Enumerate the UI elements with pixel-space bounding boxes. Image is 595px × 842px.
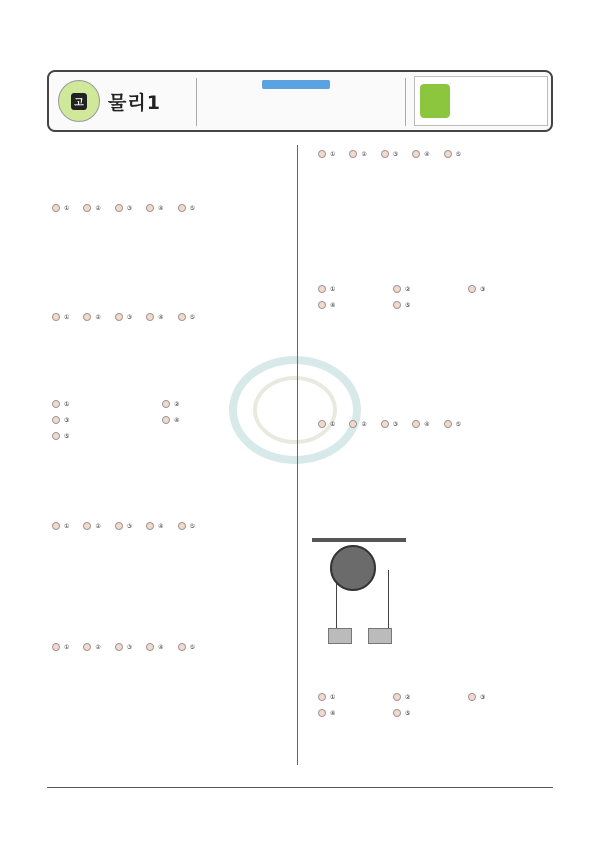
option-marker-icon	[115, 204, 123, 212]
option-4[interactable]: ④	[146, 204, 163, 212]
option-marker-icon	[444, 150, 452, 158]
answer-options	[52, 643, 209, 651]
answer-options	[318, 420, 475, 428]
option-1[interactable]: ①	[52, 400, 148, 408]
option-4[interactable]: ④	[146, 522, 163, 530]
mass-block-b	[368, 628, 392, 644]
option-marker-icon	[146, 313, 154, 321]
option-2[interactable]: ②	[349, 150, 366, 158]
answer-options	[52, 204, 287, 212]
option-marker-icon	[318, 709, 326, 717]
option-2[interactable]: ②	[162, 400, 258, 408]
option-1[interactable]: ①	[52, 522, 69, 530]
option-2[interactable]: ②	[83, 643, 100, 651]
option-marker-icon	[444, 420, 452, 428]
grade-label: 고	[71, 93, 87, 110]
option-marker-icon	[52, 643, 60, 651]
option-4[interactable]: ④	[146, 313, 163, 321]
publisher-logo-icon	[420, 84, 450, 118]
option-marker-icon	[83, 643, 91, 651]
option-3[interactable]: ③	[468, 285, 529, 293]
option-4[interactable]: ④	[162, 416, 258, 424]
answer-options	[52, 313, 209, 321]
option-marker-icon	[393, 693, 401, 701]
option-marker-icon	[393, 285, 401, 293]
column-divider	[297, 145, 298, 765]
unit-tag	[262, 80, 330, 89]
option-3[interactable]: ③	[115, 643, 132, 651]
option-5[interactable]: ⑤	[444, 420, 461, 428]
option-marker-icon	[146, 643, 154, 651]
pulley-ceiling	[312, 538, 406, 542]
option-1[interactable]: ①	[318, 420, 335, 428]
grade-badge	[58, 80, 100, 122]
option-marker-icon	[52, 432, 60, 440]
option-marker-icon	[412, 420, 420, 428]
option-1[interactable]: ①	[52, 643, 69, 651]
option-3[interactable]: ③	[381, 420, 398, 428]
option-3[interactable]: ③	[115, 522, 132, 530]
option-marker-icon	[115, 643, 123, 651]
option-marker-icon	[52, 416, 60, 424]
option-marker-icon	[178, 522, 186, 530]
option-2[interactable]: ②	[393, 693, 454, 701]
option-2[interactable]: ②	[393, 285, 454, 293]
option-2[interactable]: ②	[83, 313, 100, 321]
option-marker-icon	[83, 313, 91, 321]
option-1[interactable]: ①	[52, 204, 69, 212]
option-marker-icon	[83, 522, 91, 530]
option-marker-icon	[52, 204, 60, 212]
question-left-3-options	[52, 400, 272, 440]
question-left-1	[52, 158, 287, 212]
option-1[interactable]: ①	[318, 693, 379, 701]
option-5[interactable]: ⑤	[52, 432, 148, 440]
footer-divider	[47, 787, 553, 788]
option-marker-icon	[178, 643, 186, 651]
option-marker-icon	[381, 150, 389, 158]
option-marker-icon	[162, 416, 170, 424]
option-marker-icon	[318, 285, 326, 293]
option-3[interactable]: ③	[381, 150, 398, 158]
option-4[interactable]: ④	[318, 709, 379, 717]
option-5[interactable]: ⑤	[393, 709, 454, 717]
option-marker-icon	[52, 313, 60, 321]
pulley-wheel-icon	[330, 545, 376, 591]
option-marker-icon	[318, 150, 326, 158]
option-4[interactable]: ④	[412, 150, 429, 158]
question-right-2-options	[318, 285, 543, 309]
option-5[interactable]: ⑤	[178, 204, 195, 212]
pulley-rope-right	[388, 570, 389, 630]
option-marker-icon	[146, 204, 154, 212]
option-marker-icon	[52, 522, 60, 530]
option-5[interactable]: ⑤	[178, 522, 195, 530]
question-right-1-options	[318, 150, 475, 158]
option-3[interactable]: ③	[115, 204, 132, 212]
option-3[interactable]: ③	[115, 313, 132, 321]
option-marker-icon	[349, 420, 357, 428]
option-marker-icon	[318, 420, 326, 428]
option-marker-icon	[52, 400, 60, 408]
option-marker-icon	[468, 693, 476, 701]
option-marker-icon	[178, 204, 186, 212]
answer-options	[318, 150, 475, 158]
option-5[interactable]: ⑤	[444, 150, 461, 158]
option-marker-icon	[468, 285, 476, 293]
option-marker-icon	[393, 709, 401, 717]
answer-options	[52, 522, 209, 530]
option-4[interactable]: ④	[318, 301, 379, 309]
option-marker-icon	[83, 204, 91, 212]
question-left-2	[52, 265, 209, 321]
option-1[interactable]: ①	[318, 150, 335, 158]
option-marker-icon	[162, 400, 170, 408]
option-4[interactable]: ④	[146, 643, 163, 651]
option-marker-icon	[318, 301, 326, 309]
option-marker-icon	[318, 693, 326, 701]
option-marker-icon	[146, 522, 154, 530]
question-left-4-options	[52, 522, 209, 530]
option-marker-icon	[178, 313, 186, 321]
subject-title: 물리1	[108, 92, 161, 114]
option-5[interactable]: ⑤	[178, 643, 195, 651]
option-5[interactable]: ⑤	[178, 313, 195, 321]
option-marker-icon	[349, 150, 357, 158]
option-marker-icon	[115, 522, 123, 530]
option-marker-icon	[393, 301, 401, 309]
option-2[interactable]: ②	[83, 204, 100, 212]
option-3[interactable]: ③	[468, 693, 529, 701]
option-2[interactable]: ②	[349, 420, 366, 428]
question-right-3-options	[318, 420, 475, 428]
question-right-5-options	[318, 693, 543, 717]
option-marker-icon	[412, 150, 420, 158]
option-marker-icon	[115, 313, 123, 321]
option-1[interactable]: ①	[318, 285, 379, 293]
option-5[interactable]: ⑤	[393, 301, 454, 309]
option-4[interactable]: ④	[412, 420, 429, 428]
option-1[interactable]: ①	[52, 313, 69, 321]
option-2[interactable]: ②	[83, 522, 100, 530]
mass-block-a	[328, 628, 352, 644]
option-3[interactable]: ③	[52, 416, 148, 424]
question-left-5-options	[52, 643, 209, 651]
option-marker-icon	[381, 420, 389, 428]
